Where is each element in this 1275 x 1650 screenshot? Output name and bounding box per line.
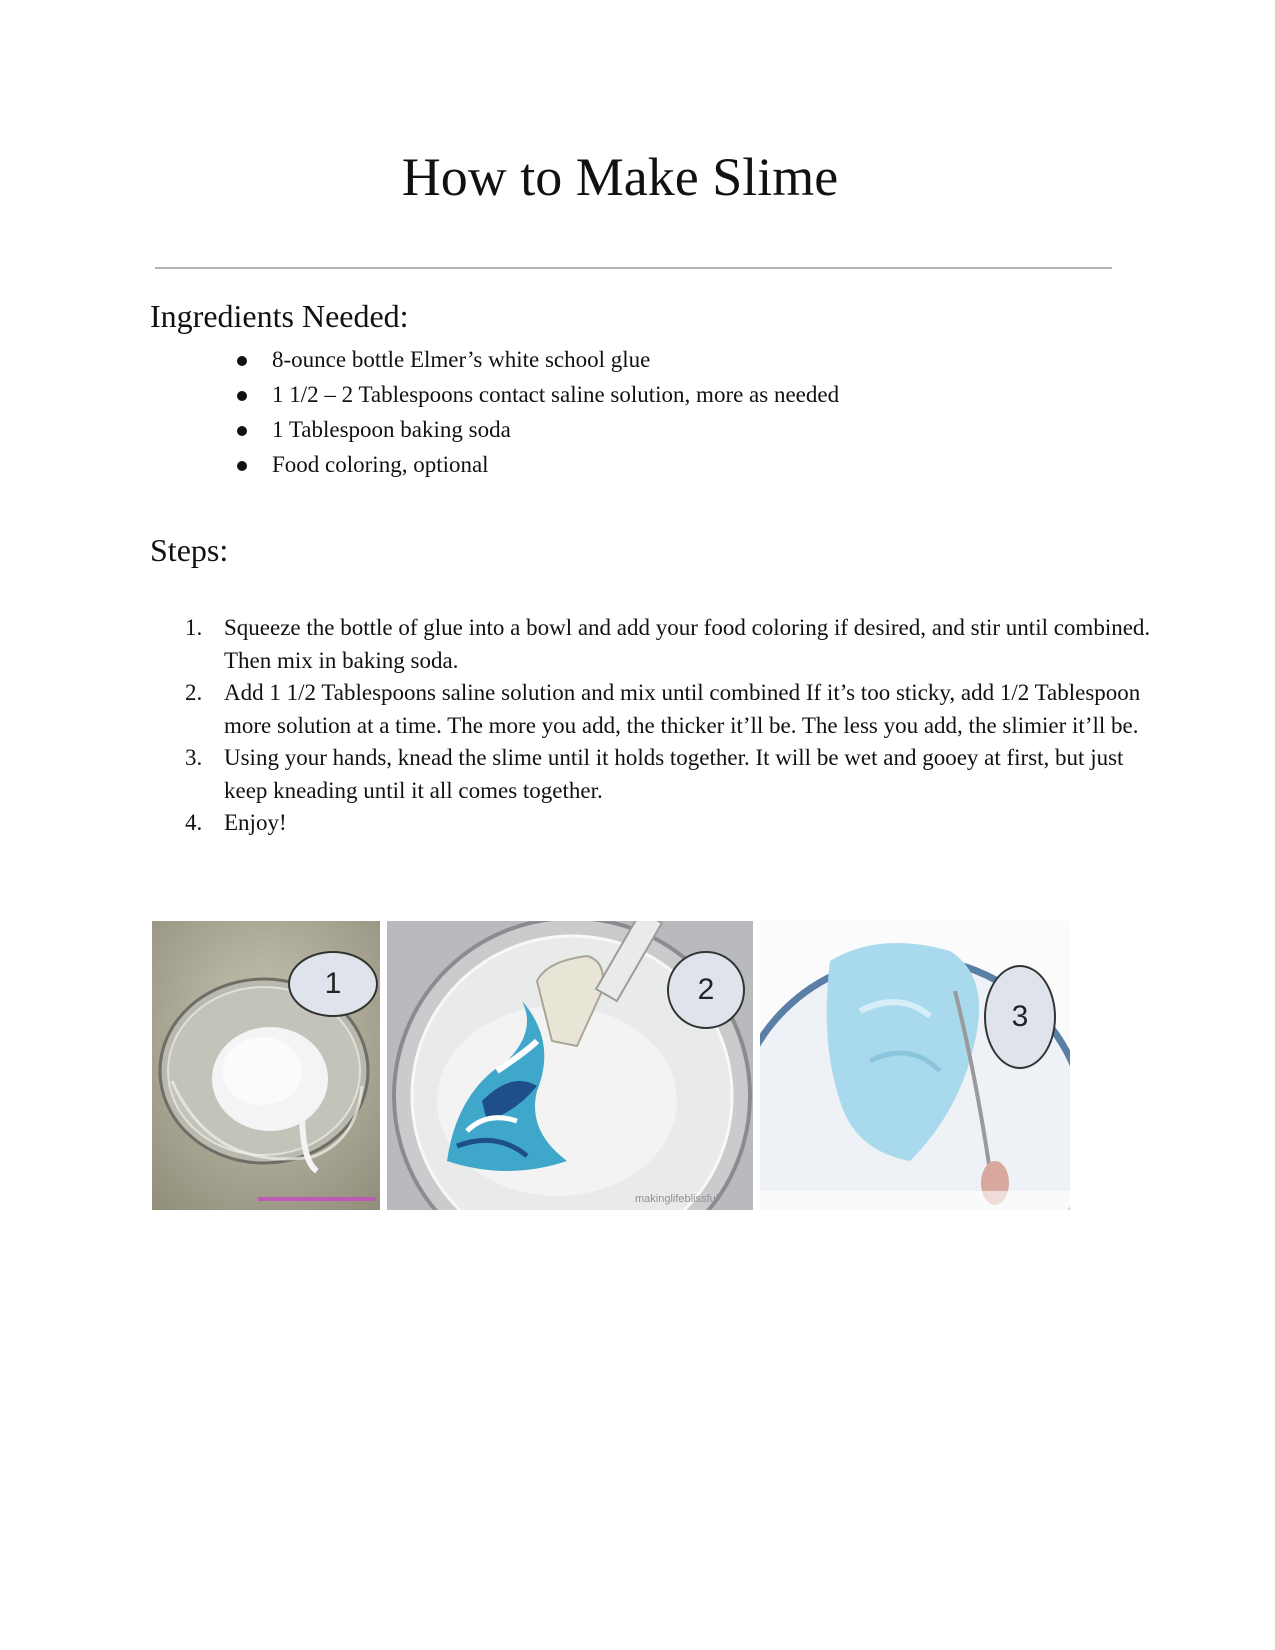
horizontal-divider (155, 267, 1112, 269)
document-title: How to Make Slime (401, 147, 839, 207)
photo-glue-in-bowl (152, 921, 380, 1210)
watermark-stripe (258, 1197, 376, 1201)
step-badge-3: 3 (984, 965, 1056, 1069)
ingredient-text: 1 Tablespoon baking soda (272, 417, 511, 442)
ingredient-text: Food coloring, optional (272, 452, 489, 477)
step-number: 3. (185, 745, 203, 770)
step-number: 2. (185, 680, 203, 705)
step-item (0, 807, 1160, 840)
ingredient-text: 1 1/2 – 2 Tablespoons contact saline solution, more as needed (272, 382, 840, 407)
step-text: Using your hands, knead the slime until it holds together. It will be wet and gooey at first, but just keep kneading until it all comes together. (224, 745, 1124, 803)
photo-kneading-slime (760, 921, 1070, 1210)
ingredient-item (0, 377, 839, 412)
step-number: 4. (185, 810, 203, 835)
step-badge-1: 1 (288, 951, 378, 1017)
bullet-icon (237, 461, 247, 471)
ingredients-heading: Ingredients Needed: (150, 298, 409, 334)
step-badge-2: 2 (667, 951, 745, 1029)
steps-list (0, 612, 1160, 840)
step-item (0, 677, 1160, 742)
step-text: Enjoy! (224, 810, 287, 835)
bullet-icon (237, 426, 247, 436)
bullet-icon (237, 391, 247, 401)
step-text: Squeeze the bottle of glue into a bowl and add your food coloring if desired, and stir until combined. Then mix in baking soda. (224, 615, 1151, 673)
ingredient-text: 8-ounce bottle Elmer’s white school glue (272, 347, 651, 372)
steps-heading: Steps: (150, 532, 229, 568)
step-text: Add 1 1/2 Tablespoons saline solution and mix until combined If it’s too sticky, add 1/2 Tablespoon more solution at a time. The more you add, the thicker it’ll be. The less you add, the slimier it’ll be. (224, 680, 1141, 738)
photo-mixing-color (387, 921, 753, 1210)
ingredient-item (0, 447, 839, 482)
step-item (0, 742, 1160, 807)
step-number: 1. (185, 615, 203, 640)
step-item (0, 612, 1160, 677)
ingredient-item (0, 412, 839, 447)
ingredients-list (0, 342, 839, 482)
bullet-icon (237, 356, 247, 366)
ingredient-item (0, 342, 839, 377)
watermark: makinglifeblissful (635, 1193, 719, 1205)
